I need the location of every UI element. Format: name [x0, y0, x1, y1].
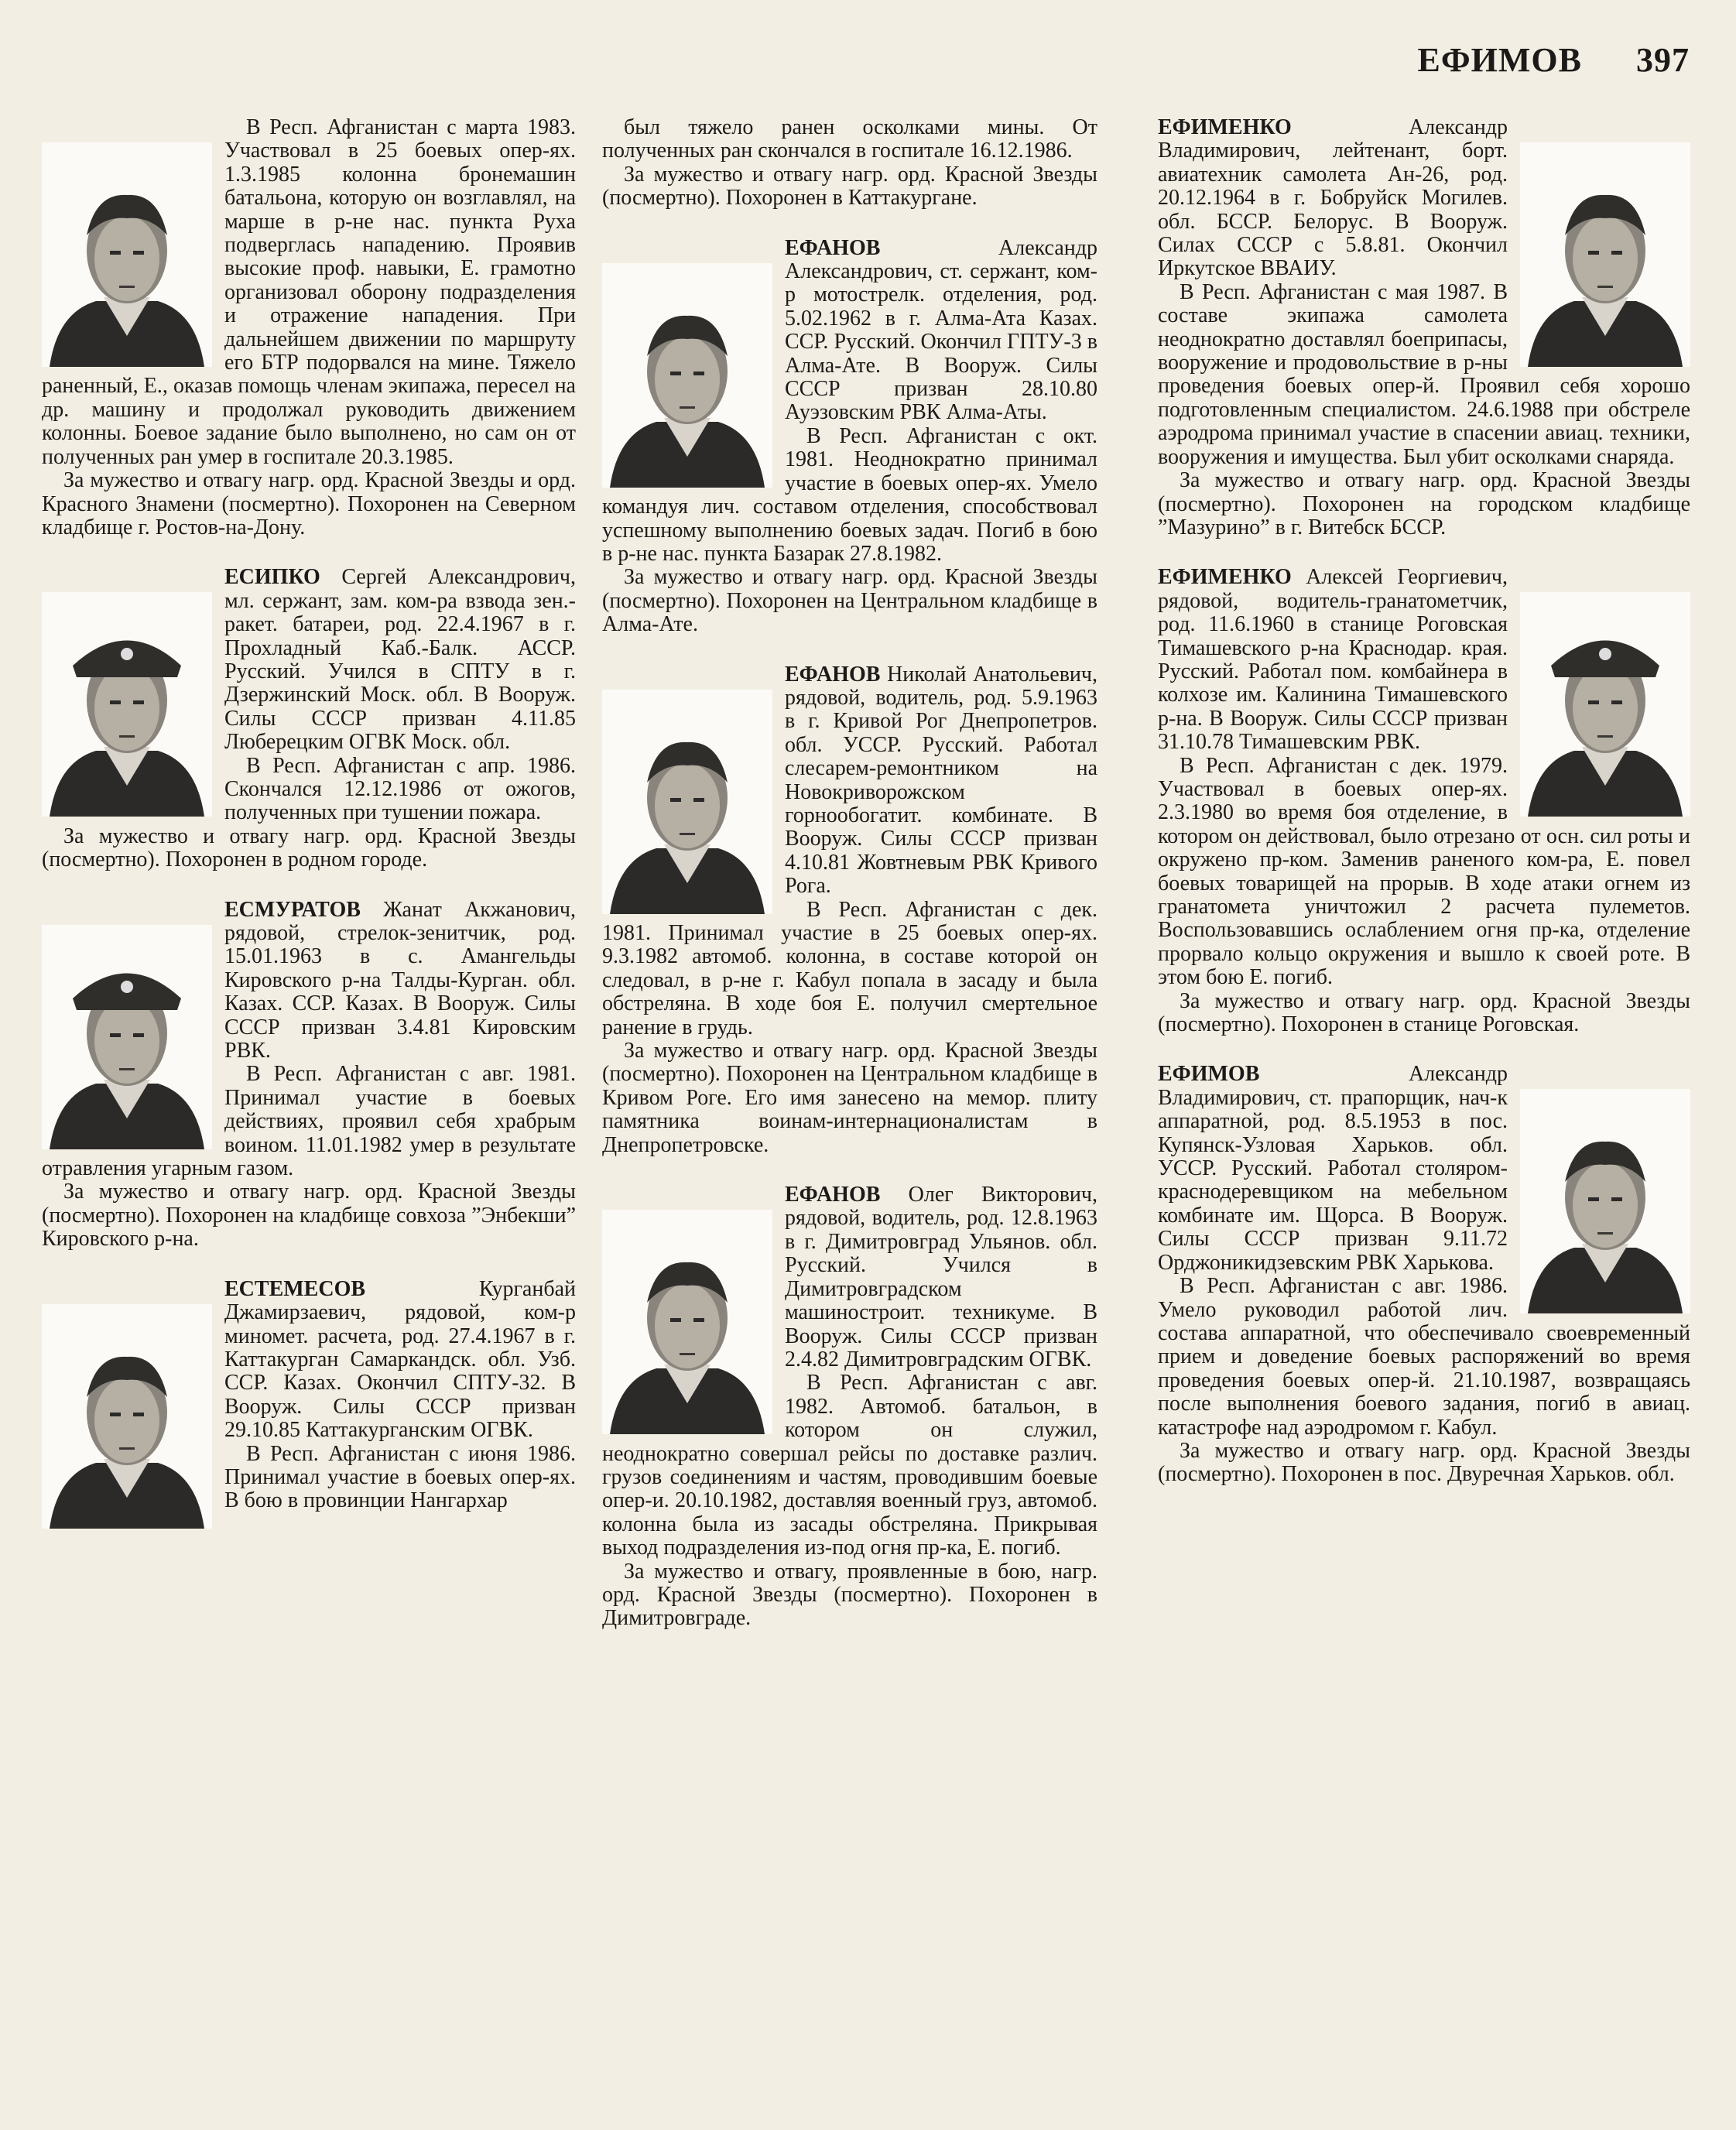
biography-entry	[42, 566, 576, 872]
biography-entry	[602, 663, 1097, 1158]
entry-paragraph: За мужество и отвагу, проявленные в бою, нагр. орд. Красной Звезды (посмертно). Похоронен в Димитровграде.	[602, 1559, 1097, 1631]
surname: ЕФАНОВ	[785, 235, 881, 260]
header-title: ЕФИМОВ	[1417, 41, 1582, 79]
biography-entry	[42, 116, 576, 539]
entry-paragraph: В Респ. Афганистан с марта 1983. Участвовал в 25 боевых опер-ях. 1.3.1985 колонна бронемашин батальона, которую он возглавлял, на марше в р-не нас. пункта Руха подверглась нападению. Проявив высокие проф. навыки, Е. грамотно организовал оборону подразделения и отражение нападения. При дальнейшем движении по маршруту его БТР подорвался на мине. Тяжело раненный, Е., оказав помощь членам экипажа, пересел на др. машину и продолжал руководить движением колонны. Боевое задание было выполнено, но сам он от полученных ран умер в госпитале 20.3.1985.	[42, 115, 576, 469]
entry-paragraph: В Респ. Афганистан с авг. 1981. Принимал участие в боевых действиях, проявил себя храбрым воином. 11.01.1982 умер в результате отравления угарным газом.	[42, 1062, 576, 1181]
entry-paragraph: В Респ. Афганистан с дек. 1981. Принимал участие в 25 боевых опер-ях. 9.3.1982 автомоб. колонна, в составе которой он следовал, в р-не г. Кабул попала в засаду и была обстреляна. В ходе боя Е. получил смертельное ранение в грудь.	[602, 897, 1097, 1039]
personal-details: Алексей Георгиевич, рядовой, водитель-гранатометчик, род. 11.6.1960 в станице Роговская Тимашевского р-на Краснодар. края. Русский. Работал пом. комбайнера в колхозе им. Калинина Тимашевского р-на. В Вооруж. Силы СССР призван 31.10.78 Тимашевским РВК.	[1158, 565, 1508, 755]
text-column-1	[42, 116, 576, 1560]
surname: ЕСМУРАТОВ	[224, 897, 361, 922]
personal-details: Курганбай Джамирзаевич, рядовой, ком-р миномет. расчета, род. 27.4.1967 в г. Каттакурган Самаркандск. обл. Узб. ССР. Казах. Окончил СПТУ-32. В Вооруж. Силы СССР призван 29.10.85 Каттакурганским ОГВК.	[224, 1276, 576, 1443]
entry-paragraph: За мужество и отвагу нагр. орд. Красной Звезды (посмертно). Похоронен на городском кладбище ”Мазурино” в г. Витебск БССР.	[1158, 468, 1690, 539]
text-column-3	[1158, 116, 1690, 1513]
portrait-photo	[42, 142, 212, 367]
personal-details: Жанат Акжанович, рядовой, стрелок-зенитчик, род. 15.01.1963 в с. Амангельды Кировского р-на Талды-Курган. обл. Казах. ССР. Казах. В Вооруж. Силы СССР призван 3.4.81 Кировским РВК.	[224, 897, 576, 1063]
entry-paragraph: За мужество и отвагу нагр. орд. Красной Звезды (посмертно). Похоронен в станице Роговская.	[1158, 988, 1690, 1037]
biography-entry	[1158, 116, 1690, 539]
entry-paragraph: За мужество и отвагу нагр. орд. Красной Звезды (посмертно). Похоронен в Каттакургане.	[602, 162, 1097, 211]
entry-paragraph: За мужество и отвагу нагр. орд. Красной Звезды (посмертно). Похоронен на кладбище совхоза ”Энбекши” Кировского р-на.	[42, 1180, 576, 1252]
entry-paragraph: В Респ. Афганистан с дек. 1979. Участвовал в боевых опер-ях. 2.3.1980 во время боя отделение, в котором он действовал, было отрезано от осн. сил роты и окружено пр-ком. Заменив раненого ком-ра, Е. повел боевых товарищей на прорыв. В ходе атаки огнем из гранатомета уничтожил 2 расчета пулеметов. Воспользовавшись ослаблением огня пр-ка, отделение прорвало кольцо окружения и вышло к своей роте. В этом бою Е. погиб.	[1158, 753, 1690, 990]
personal-details: Сергей Александрович, мл. сержант, зам. ком-ра взвода зен.-ракет. батареи, род. 22.4.1967 в г. Прохладный Каб.-Балк. АССР. Русский. Учился в СПТУ в г. Дзержинский Моск. обл. В Вооруж. Силы СССР призван 4.11.85 Люберецким ОГВК Моск. обл.	[224, 565, 576, 755]
portrait-photo	[42, 1304, 212, 1529]
page-number: 397	[1636, 41, 1690, 79]
biography-entry	[602, 1183, 1097, 1631]
biography-entry	[1158, 1063, 1690, 1486]
biography-entry	[42, 1278, 576, 1533]
entry-paragraph: За мужество и отвагу нагр. орд. Красной Звезды (посмертно). Похоронен в родном городе.	[42, 824, 576, 872]
surname: ЕФИМЕНКО	[1158, 565, 1292, 590]
entry-paragraph: В Респ. Афганистан с апр. 1986. Скончался 12.12.1986 от ожогов, полученных при тушении пожара.	[224, 753, 576, 825]
biography-entry	[602, 116, 1097, 211]
surname: ЕФИМЕНКО	[1158, 115, 1292, 139]
surname: ЕСТЕМЕСОВ	[224, 1276, 366, 1301]
portrait-photo	[602, 690, 772, 914]
entry-paragraph: За мужество и отвагу нагр. орд. Красной Звезды (посмертно). Похоронен в пос. Двуречная Харьков. обл.	[1158, 1438, 1690, 1487]
entry-paragraph: За мужество и отвагу нагр. орд. Красной Звезды (посмертно). Похоронен на Центральном кладбище в Кривом Роге. Его имя занесено на мемор. плиту памятника воинам-интернационалистам в Днепропетровске.	[602, 1039, 1097, 1157]
surname: ЕСИПКО	[224, 565, 320, 590]
entry-paragraph: В Респ. Афганистан с мая 1987. В составе экипажа самолета неоднократно доставлял боеприпасы, вооружение и продовольствие в р-ны проведения боевых опер-й. Проявил себя хорошо подготовленным специалистом. 24.6.1988 при обстреле аэродрома принимал участие в спасении авиац. техники, вооружения и имущества. Был убит осколками снаряда.	[1158, 279, 1690, 469]
personal-details: Александр Владимирович, лейтенант, борт. авиатехник самолета Ан-26, род. 20.12.1964 в г. Бобруйск Могилев. обл. БССР. Белорус. В Вооруж. Силах СССР с 5.8.81. Окончил Иркутское ВВАИУ.	[1158, 115, 1508, 281]
surname: ЕФАНОВ	[785, 662, 881, 687]
surname: ЕФАНОВ	[785, 1183, 881, 1207]
portrait-photo	[1520, 142, 1690, 367]
personal-details: Александр Владимирович, ст. прапорщик, нач-к аппаратной, род. 8.5.1953 в пос. Купянск-Узловая Харьков. обл. УССР. Русский. Работал столяром-краснодеревщиком на мебельном комбинате им. Щорса. В Вооруж. Силы СССР призван 9.11.72 Орджоникидзевским РВК Харькова.	[1158, 1062, 1508, 1275]
entry-paragraph: За мужество и отвагу нагр. орд. Красной Звезды (посмертно). Похоронен на Центральном кладбище в Алма-Ате.	[602, 565, 1097, 637]
entry-paragraph: За мужество и отвагу нагр. орд. Красной Звезды и орд. Красного Знамени (посмертно). Похоронен на Северном кладбище г. Ростов-на-Дону.	[42, 468, 576, 539]
biography-entry	[1158, 566, 1690, 1036]
portrait-photo	[42, 592, 212, 817]
biography-entry	[42, 899, 576, 1252]
entry-paragraph: был тяжело ранен осколками мины. От полученных ран скончался в госпитале 16.12.1986.	[602, 115, 1097, 163]
portrait-photo	[1520, 1089, 1690, 1313]
personal-details: Александр Александрович, ст. сержант, ком-р мотострелк. отделения, род. 5.02.1962 в г. Алма-Ата Казах. ССР. Русский. Окончил ГПТУ-3 в Алма-Ате. В Вооруж. Силы СССР призван 28.10.80 Ауэзовским РВК Алма-Аты.	[785, 235, 1097, 425]
portrait-photo	[602, 1210, 772, 1434]
entry-paragraph: В Респ. Афганистан с авг. 1986. Умело руководил работой лич. состава аппаратной, что обеспечивало своевременный прием и доведение боевых распоряжений во время проведения боевых опер-й. 21.10.1987, возвращаясь после выполнения боевого задания, погиб в авиац. катастрофе над аэродромом г. Кабул.	[1158, 1274, 1690, 1440]
entry-paragraph: В Респ. Афганистан с окт. 1981. Неоднократно принимал участие в боевых опер-ях. Умело командуя лич. составом отделения, способствовал успешному выполнению боевых задач. Погиб в бою в р-не нас. пункта Базарак 27.8.1982.	[602, 423, 1097, 566]
running-header	[1418, 40, 1690, 80]
surname: ЕФИМОВ	[1158, 1062, 1260, 1087]
portrait-photo	[42, 925, 212, 1149]
entry-paragraph: В Респ. Афганистан с июня 1986. Принимал участие в боевых опер-ях. В бою в провинции Нангархар	[224, 1441, 576, 1513]
biography-entry	[602, 237, 1097, 637]
entry-paragraph: В Респ. Афганистан с авг. 1982. Автомоб. батальон, в котором он служил, неоднократно совершал рейсы по доставке различ. грузов соединениям и частям, проводившим боевые опер-и. 20.10.1982, доставляя военный груз, автомоб. колонна была из засады обстреляна. Прикрывая выход подразделения из-под огня пр-ка, Е. погиб.	[602, 1371, 1097, 1560]
text-column-2	[602, 116, 1097, 1657]
personal-details: Олег Викторович, рядовой, водитель, род. 12.8.1963 в г. Димитровград Ульянов. обл. Русский. Учился в Димитровградском машиностроит. техникуме. В Вооруж. Силы СССР призван 2.4.82 Димитровградским ОГВК.	[785, 1183, 1097, 1371]
personal-details: Николай Анатольевич, рядовой, водитель, род. 5.9.1963 в г. Кривой Рог Днепропетров. обл. УССР. Русский. Работал слесарем-ремонтником на Новокриворожском горнообогатит. комбинате. В Вооруж. Силы СССР призван 4.10.81 Жовтневым РВК Кривого Рога.	[785, 662, 1097, 899]
portrait-photo	[1520, 592, 1690, 817]
portrait-photo	[602, 263, 772, 488]
